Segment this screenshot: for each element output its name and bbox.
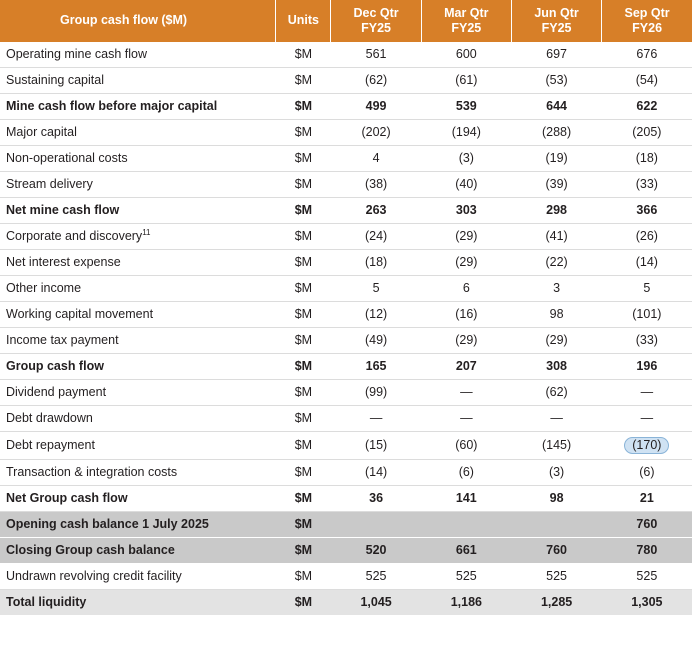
row-value-mar25: 1,186 (421, 590, 511, 616)
row-label: Sustaining capital (0, 67, 276, 93)
row-label: Closing Group cash balance (0, 538, 276, 564)
row-value-jun25: (39) (511, 171, 601, 197)
row-label: Dividend payment (0, 379, 276, 405)
row-value-jun25: (22) (511, 249, 601, 275)
row-value-jun25: 525 (511, 564, 601, 590)
table-row (0, 460, 692, 486)
row-label: Net Group cash flow (0, 486, 276, 512)
row-value-jun25: (145) (511, 431, 601, 460)
row-units: $M (276, 145, 331, 171)
row-value-sep26: 780 (602, 538, 692, 564)
row-value-jun25: (62) (511, 379, 601, 405)
row-units: $M (276, 538, 331, 564)
row-value-mar25: 661 (421, 538, 511, 564)
row-label: Income tax payment (0, 327, 276, 353)
row-label: Working capital movement (0, 301, 276, 327)
row-value-jun25: 760 (511, 538, 601, 564)
row-value-mar25: 525 (421, 564, 511, 590)
row-value-jun25: (19) (511, 145, 601, 171)
row-value-sep26: — (602, 405, 692, 431)
table-row (0, 119, 692, 145)
row-units: $M (276, 327, 331, 353)
row-value-mar25: 600 (421, 42, 511, 68)
table-row (0, 171, 692, 197)
row-value-dec25: (15) (331, 431, 421, 460)
row-value-jun25: 644 (511, 93, 601, 119)
row-value-dec25: (24) (331, 223, 421, 249)
row-units: $M (276, 460, 331, 486)
column-header-units-line1: Units (287, 13, 319, 28)
row-units: $M (276, 197, 331, 223)
table-row (0, 197, 692, 223)
row-value-jun25: (288) (511, 119, 601, 145)
table-body (0, 42, 692, 616)
row-value-dec25: (18) (331, 249, 421, 275)
row-value-sep26: (54) (602, 67, 692, 93)
row-value-jun25: (29) (511, 327, 601, 353)
row-value-sep26: 622 (602, 93, 692, 119)
row-value-sep26 (602, 431, 692, 460)
table-row (0, 223, 692, 249)
column-header-sep-qtr-fy26 (602, 0, 692, 42)
row-value-jun25: 308 (511, 353, 601, 379)
row-value-sep26: (33) (602, 327, 692, 353)
row-label: Other income (0, 275, 276, 301)
row-value-jun25: (3) (511, 460, 601, 486)
row-value-mar25: (61) (421, 67, 511, 93)
row-value-mar25: (194) (421, 119, 511, 145)
table-row (0, 405, 692, 431)
column-header-label (0, 0, 276, 42)
column-header-dec-qtr-line2: FY25 (361, 20, 392, 35)
row-value-dec25: 165 (331, 353, 421, 379)
row-value-dec25: 4 (331, 145, 421, 171)
row-label: Major capital (0, 119, 276, 145)
row-value-jun25 (511, 512, 601, 538)
table-row (0, 249, 692, 275)
row-label: Mine cash flow before major capital (0, 93, 276, 119)
row-value-sep26: (101) (602, 301, 692, 327)
row-value-mar25: (6) (421, 460, 511, 486)
row-value-mar25: (60) (421, 431, 511, 460)
row-value-sep26: 1,305 (602, 590, 692, 616)
column-header-dec-qtr-line1: Dec Qtr (353, 6, 399, 20)
row-value-jun25: 98 (511, 301, 601, 327)
row-value-dec25: (14) (331, 460, 421, 486)
column-header-jun-qtr-fy25 (511, 0, 601, 42)
row-value-dec25: 263 (331, 197, 421, 223)
row-units: $M (276, 564, 331, 590)
column-header-sep-qtr-line1: Sep Qtr (624, 6, 670, 20)
row-value-dec25: (12) (331, 301, 421, 327)
row-value-sep26: 196 (602, 353, 692, 379)
row-value-dec25: 1,045 (331, 590, 421, 616)
table-row (0, 538, 692, 564)
row-label: Opening cash balance 1 July 2025 (0, 512, 276, 538)
row-value-sep26: 760 (602, 512, 692, 538)
row-value-sep26: — (602, 379, 692, 405)
row-value-jun25: (41) (511, 223, 601, 249)
row-value-mar25: — (421, 379, 511, 405)
table-row (0, 327, 692, 353)
row-value-sep26: (26) (602, 223, 692, 249)
row-value-mar25: (29) (421, 223, 511, 249)
column-header-label-line1: Group cash flow ($M) (60, 13, 188, 28)
column-header-mar-qtr-line2: FY25 (451, 20, 482, 35)
row-value-sep26: (205) (602, 119, 692, 145)
table-row (0, 145, 692, 171)
table-row (0, 93, 692, 119)
table-header-row (0, 0, 692, 42)
row-label: Debt repayment (0, 431, 276, 460)
row-value-sep26: 21 (602, 486, 692, 512)
column-header-sep-qtr-line2: FY26 (632, 20, 663, 35)
row-value-sep26: 5 (602, 275, 692, 301)
row-value-jun25: 98 (511, 486, 601, 512)
column-header-jun-qtr-line2: FY25 (541, 20, 572, 35)
row-value-sep26: (18) (602, 145, 692, 171)
table-row (0, 353, 692, 379)
row-value-mar25 (421, 512, 511, 538)
footnote-marker: 11 (142, 227, 151, 237)
row-value-mar25: (3) (421, 145, 511, 171)
row-value-mar25: 207 (421, 353, 511, 379)
row-units: $M (276, 275, 331, 301)
row-units: $M (276, 590, 331, 616)
row-units: $M (276, 431, 331, 460)
row-label: Undrawn revolving credit facility (0, 564, 276, 590)
row-value-dec25: (49) (331, 327, 421, 353)
table-row (0, 379, 692, 405)
row-units: $M (276, 512, 331, 538)
row-value-sep26: 366 (602, 197, 692, 223)
row-value-dec25: 525 (331, 564, 421, 590)
table-header (0, 0, 692, 42)
row-label: Debt drawdown (0, 405, 276, 431)
table-row (0, 275, 692, 301)
row-value-jun25: — (511, 405, 601, 431)
row-value-sep26: (6) (602, 460, 692, 486)
column-header-dec-qtr-fy25 (331, 0, 421, 42)
column-header-mar-qtr-fy25 (421, 0, 511, 42)
row-units: $M (276, 42, 331, 68)
row-units: $M (276, 353, 331, 379)
row-value-dec25: 5 (331, 275, 421, 301)
row-value-mar25: (29) (421, 249, 511, 275)
row-units: $M (276, 93, 331, 119)
table-row (0, 301, 692, 327)
row-value-sep26: 676 (602, 42, 692, 68)
row-units: $M (276, 486, 331, 512)
row-value-dec25: 36 (331, 486, 421, 512)
row-value-dec25: (62) (331, 67, 421, 93)
row-value-mar25: 6 (421, 275, 511, 301)
row-value-jun25: 3 (511, 275, 601, 301)
row-value-dec25: — (331, 405, 421, 431)
row-units: $M (276, 405, 331, 431)
row-units: $M (276, 249, 331, 275)
row-value-mar25: — (421, 405, 511, 431)
table-row (0, 564, 692, 590)
column-header-jun-qtr-line1: Jun Qtr (534, 6, 579, 20)
row-value-mar25: (16) (421, 301, 511, 327)
row-units: $M (276, 119, 331, 145)
row-units: $M (276, 223, 331, 249)
row-value-mar25: (40) (421, 171, 511, 197)
row-value-jun25: 298 (511, 197, 601, 223)
row-value-sep26: (33) (602, 171, 692, 197)
row-value-dec25: (38) (331, 171, 421, 197)
row-value-jun25: (53) (511, 67, 601, 93)
row-label: Net interest expense (0, 249, 276, 275)
row-value-dec25: (202) (331, 119, 421, 145)
table-row (0, 512, 692, 538)
row-value-dec25: 499 (331, 93, 421, 119)
row-label: Total liquidity (0, 590, 276, 616)
table-row (0, 42, 692, 68)
row-label: Net mine cash flow (0, 197, 276, 223)
row-units: $M (276, 171, 331, 197)
table-row (0, 590, 692, 616)
row-label: Transaction & integration costs (0, 460, 276, 486)
row-value-mar25: 141 (421, 486, 511, 512)
table-row (0, 431, 692, 460)
row-value-mar25: (29) (421, 327, 511, 353)
row-label: Non-operational costs (0, 145, 276, 171)
row-units: $M (276, 301, 331, 327)
column-header-units (276, 0, 331, 42)
table-row (0, 486, 692, 512)
row-units: $M (276, 379, 331, 405)
row-value-sep26: (14) (602, 249, 692, 275)
row-value-dec25: 520 (331, 538, 421, 564)
column-header-mar-qtr-line1: Mar Qtr (444, 6, 489, 20)
row-label: Group cash flow (0, 353, 276, 379)
table-row (0, 67, 692, 93)
row-label: Stream delivery (0, 171, 276, 197)
row-value-sep26: 525 (602, 564, 692, 590)
row-label: Operating mine cash flow (0, 42, 276, 68)
row-value-dec25 (331, 512, 421, 538)
row-value-jun25: 1,285 (511, 590, 601, 616)
row-label: Corporate and discovery$^{11}$ (0, 223, 276, 249)
row-value-dec25: (99) (331, 379, 421, 405)
highlighted-value: (170) (624, 437, 669, 455)
row-value-dec25: 561 (331, 42, 421, 68)
row-units: $M (276, 67, 331, 93)
row-value-mar25: 303 (421, 197, 511, 223)
row-value-mar25: 539 (421, 93, 511, 119)
row-value-jun25: 697 (511, 42, 601, 68)
